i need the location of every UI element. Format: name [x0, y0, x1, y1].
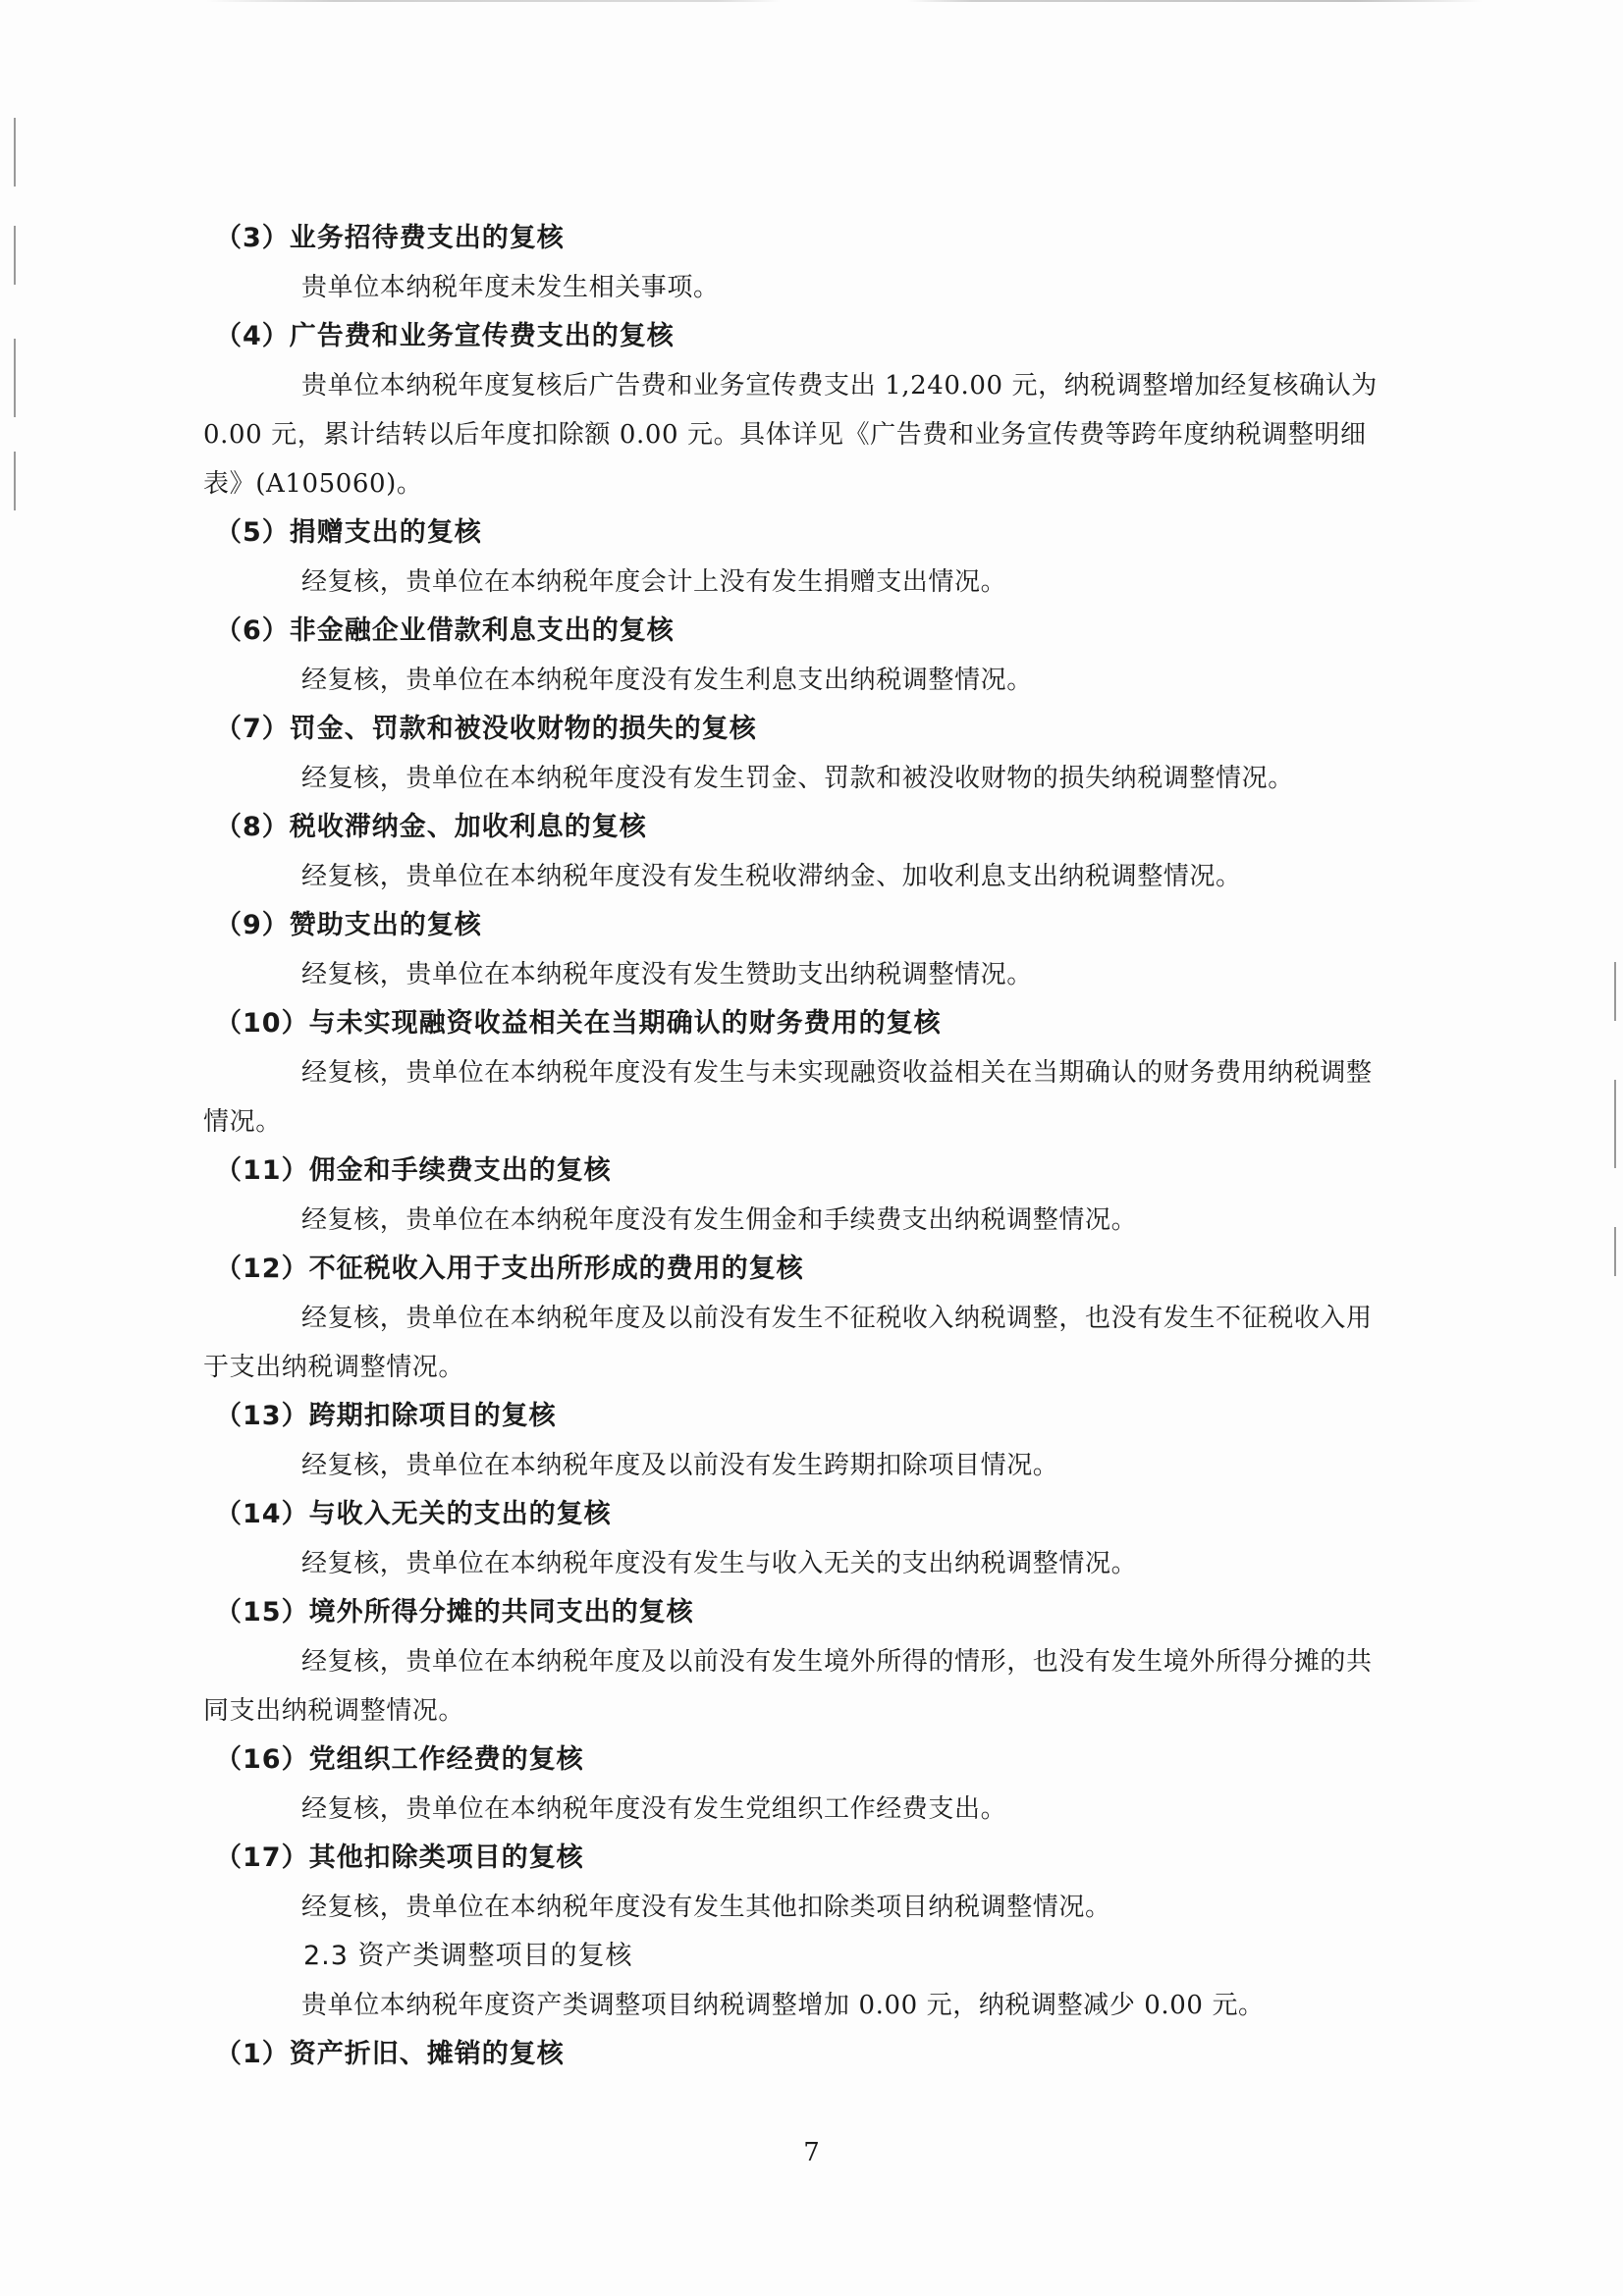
section-heading: （13）跨期扣除项目的复核 [215, 1401, 557, 1431]
paragraph: 经复核，贵单位在本纳税年度没有发生佣金和手续费支出纳税调整情况。 [301, 1205, 1138, 1235]
section-heading: （3）业务招待费支出的复核 [215, 223, 565, 253]
section-heading: （9）赞助支出的复核 [215, 910, 482, 940]
section-heading: （8）税收滞纳金、加收利息的复核 [215, 812, 647, 842]
section-heading: （11）佣金和手续费支出的复核 [215, 1155, 612, 1186]
section-heading: （15）境外所得分摊的共同支出的复核 [215, 1597, 694, 1628]
section-heading: （17）其他扣除类项目的复核 [215, 1842, 584, 1873]
section-heading: （1）资产折旧、摊销的复核 [215, 2039, 565, 2069]
paragraph: 贵单位本纳税年度复核后广告费和业务宣传费支出 1,240.00 元，纳税调整增加经复核确认为 0.00 元，累计结转以后年度扣除额 0.00 元。具体详见《广告费和业务宣传费等跨年度纳税调整明细表》(A105060)。 [203, 371, 1378, 499]
paragraph: 贵单位本纳税年度资产类调整项目纳税调整增加 0.00 元，纳税调整减少 0.00 元。 [301, 1991, 1265, 2020]
page-number: 7 [803, 2138, 820, 2167]
paragraph: 经复核，贵单位在本纳税年度会计上没有发生捐赠支出情况。 [301, 567, 1007, 597]
scan-edge-right [1614, 0, 1617, 2296]
paragraph: 经复核，贵单位在本纳税年度没有发生利息支出纳税调整情况。 [301, 666, 1033, 695]
section-heading: （16）党组织工作经费的复核 [215, 1744, 584, 1775]
section-heading: （10）与未实现融资收益相关在当期确认的财务费用的复核 [215, 1008, 942, 1039]
paragraph: 经复核，贵单位在本纳税年度没有发生赞助支出纳税调整情况。 [301, 960, 1033, 989]
paragraph: 经复核，贵单位在本纳税年度没有发生税收滞纳金、加收利息支出纳税调整情况。 [301, 862, 1242, 891]
subsection-title: 2.3 资产类调整项目的复核 [303, 1941, 633, 1971]
paragraph: 经复核，贵单位在本纳税年度没有发生其他扣除类项目纳税调整情况。 [301, 1893, 1111, 1922]
section-heading: （5）捐赠支出的复核 [215, 517, 482, 548]
paragraph: 经复核，贵单位在本纳税年度没有发生罚金、罚款和被没收财物的损失纳税调整情况。 [301, 764, 1294, 793]
paragraph: 经复核，贵单位在本纳税年度没有发生与未实现融资收益相关在当期确认的财务费用纳税调整情况。 [203, 1058, 1373, 1137]
section-heading: （12）不征税收入用于支出所形成的费用的复核 [215, 1254, 804, 1284]
paragraph: 经复核，贵单位在本纳税年度没有发生党组织工作经费支出。 [301, 1794, 1007, 1824]
paragraph: 经复核，贵单位在本纳税年度没有发生与收入无关的支出纳税调整情况。 [301, 1549, 1138, 1578]
section-heading: （14）与收入无关的支出的复核 [215, 1499, 612, 1529]
section-heading: （6）非金融企业借款利息支出的复核 [215, 615, 675, 646]
section-heading: （7）罚金、罚款和被没收财物的损失的复核 [215, 714, 757, 744]
paragraph: 贵单位本纳税年度未发生相关事项。 [301, 273, 720, 302]
scan-edge-left [14, 0, 17, 2296]
paragraph: 经复核，贵单位在本纳税年度及以前没有发生跨期扣除项目情况。 [301, 1451, 1059, 1480]
section-heading: （4）广告费和业务宣传费支出的复核 [215, 321, 675, 351]
scan-edge-top [206, 0, 1483, 2]
document-body [203, 214, 1381, 2079]
paragraph: 经复核，贵单位在本纳税年度及以前没有发生不征税收入纳税调整，也没有发生不征税收入用于支出纳税调整情况。 [203, 1304, 1373, 1382]
paragraph: 经复核，贵单位在本纳税年度及以前没有发生境外所得的情形，也没有发生境外所得分摊的共同支出纳税调整情况。 [203, 1647, 1373, 1726]
